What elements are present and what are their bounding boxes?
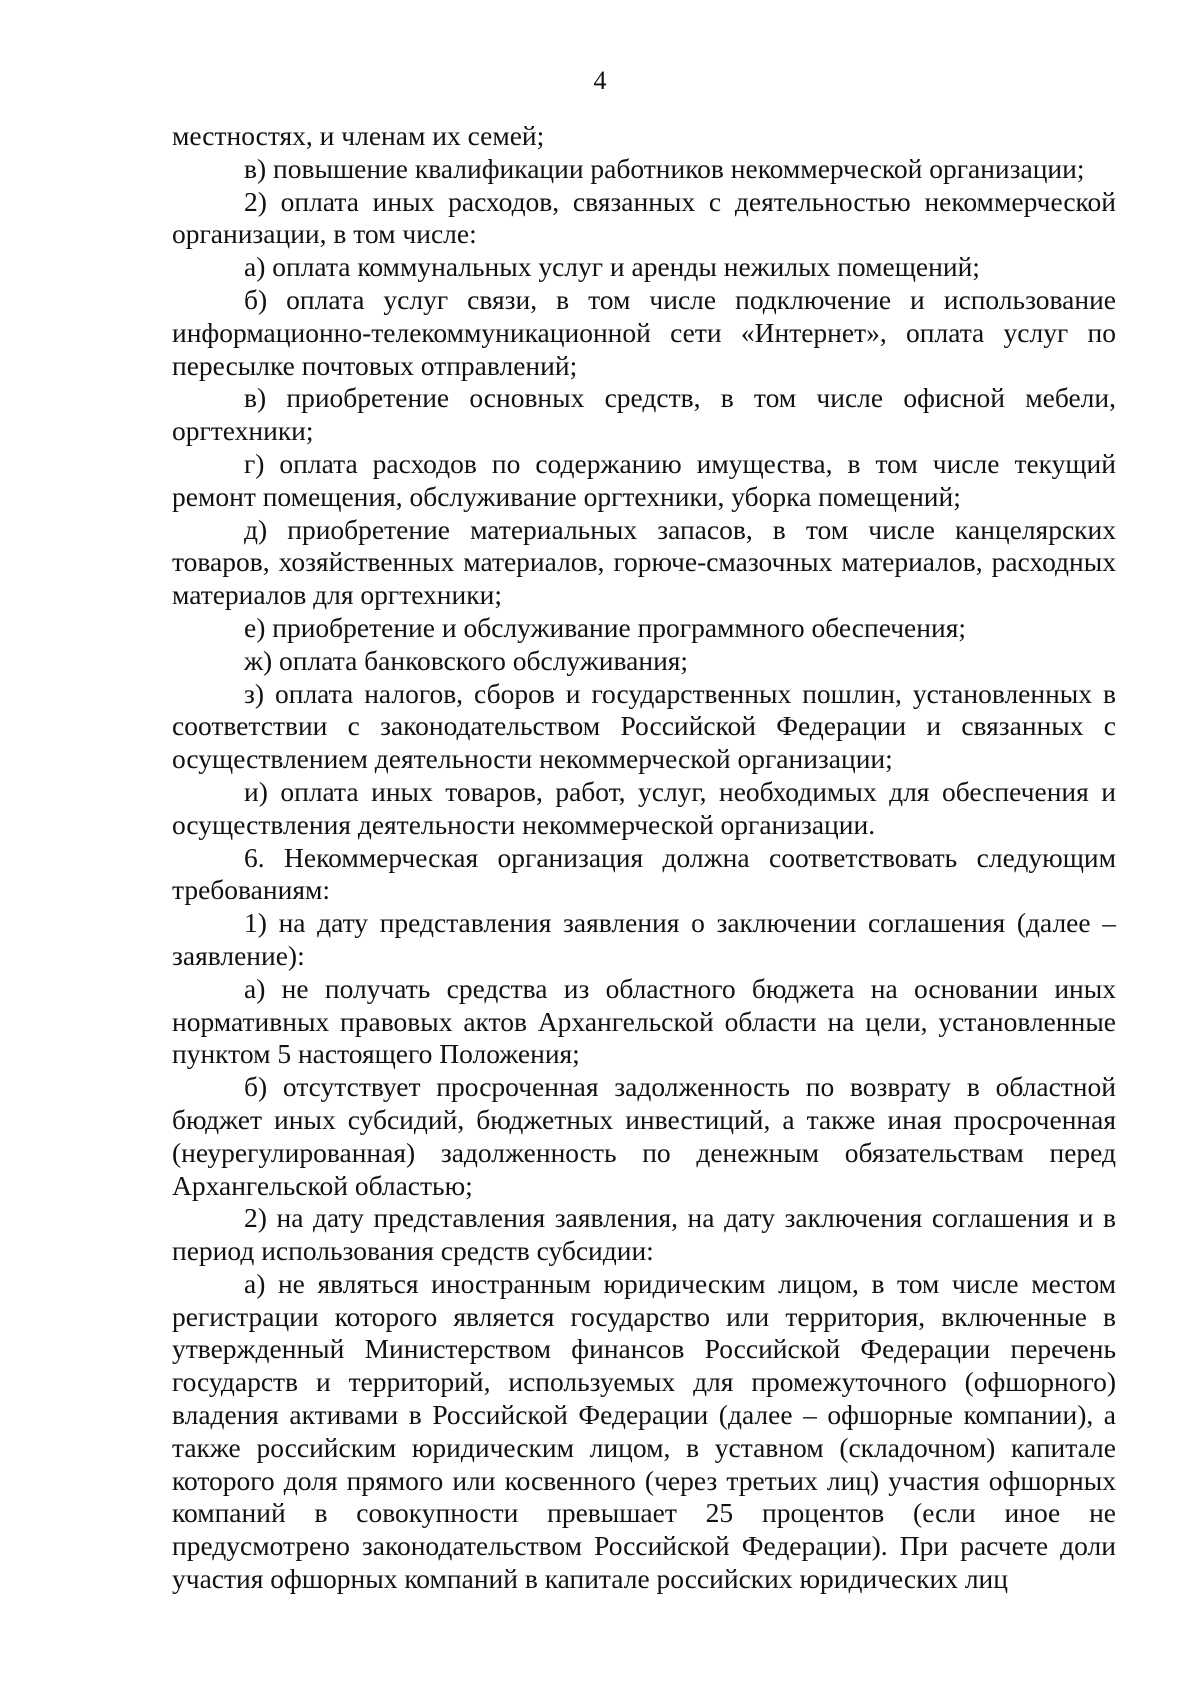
paragraph: з) оплата налогов, сборов и государственных пошлин, установленных в соответствии с законодательством Российской Федерации и связанных с осуществлением деятельности некоммерческой организации; — [172, 677, 1116, 775]
paragraph: 1) на дату представления заявления о заключении соглашения (далее – заявление): — [172, 907, 1116, 971]
paragraph: б) оплата услуг связи, в том числе подключение и использование информационно-телекоммуникационной сети «Интернет», оплата услуг по пересылке почтовых отправлений; — [172, 283, 1116, 381]
paragraph: ж) оплата банковского обслуживания; — [244, 644, 689, 676]
page-number: 4 — [593, 66, 607, 95]
paragraph: 2) оплата иных расходов, связанных с деятельностью некоммерческой организации, в том числе: — [172, 185, 1116, 250]
paragraph: а) оплата коммунальных услуг и аренды нежилых помещений; — [244, 251, 980, 283]
paragraph: в) повышение квалификации работников некоммерческой организации; — [244, 152, 1085, 184]
paragraph: б) отсутствует просроченная задолженность по возврату в областной бюджет иных субсидий, бюджетных инвестиций, а также иная просроченная (неурегулированная) задолженность по денежным обязательствам перед Архангельской областью; — [172, 1071, 1116, 1201]
paragraph: 2) на дату представления заявления, на дату заключения соглашения и в период использования средств субсидии: — [172, 1202, 1116, 1267]
paragraph-continuation: местностях, и членам их семей; — [172, 120, 545, 151]
paragraph: 6. Некоммерческая организация должна соответствовать следующим требованиям: — [172, 841, 1116, 906]
paragraph: и) оплата иных товаров, работ, услуг, необходимых для обеспечения и осуществления деятельности некоммерческой организации. — [172, 775, 1116, 840]
paragraph: г) оплата расходов по содержанию имущества, в том числе текущий ремонт помещения, обслуживание оргтехники, уборка помещений; — [172, 447, 1116, 512]
document-body — [172, 120, 1116, 1596]
paragraph: а) не являться иностранным юридическим лицом, в том числе местом регистрации которого является государство или территория, включенные в утвержденный Министерством финансов Российской Федерации перечень государств и территорий, используемых для промежуточного (офшорного) владения активами в Российской Федерации (далее – офшорные компании), а также российским юридическим лицом, в уставном (складочном) капитале которого доля прямого или косвенного (через третьих лиц) участия офшорных компаний в совокупности превышает 25 процентов (если иное не предусмотрено законодательством Российской Федерации). При расчете доли участия офшорных компаний в капитале российских юридических лиц — [172, 1267, 1116, 1595]
paragraph: в) приобретение основных средств, в том числе офисной мебели, оргтехники; — [172, 382, 1116, 447]
paragraph: д) приобретение материальных запасов, в том числе канцелярских товаров, хозяйственных материалов, горюче-смазочных материалов, расходных материалов для оргтехники; — [172, 513, 1116, 611]
paragraph: а) не получать средства из областного бюджета на основании иных нормативных правовых актов Архангельской области на цели, установленные пунктом 5 настоящего Положения; — [172, 972, 1116, 1070]
paragraph: е) приобретение и обслуживание программного обеспечения; — [244, 611, 966, 643]
